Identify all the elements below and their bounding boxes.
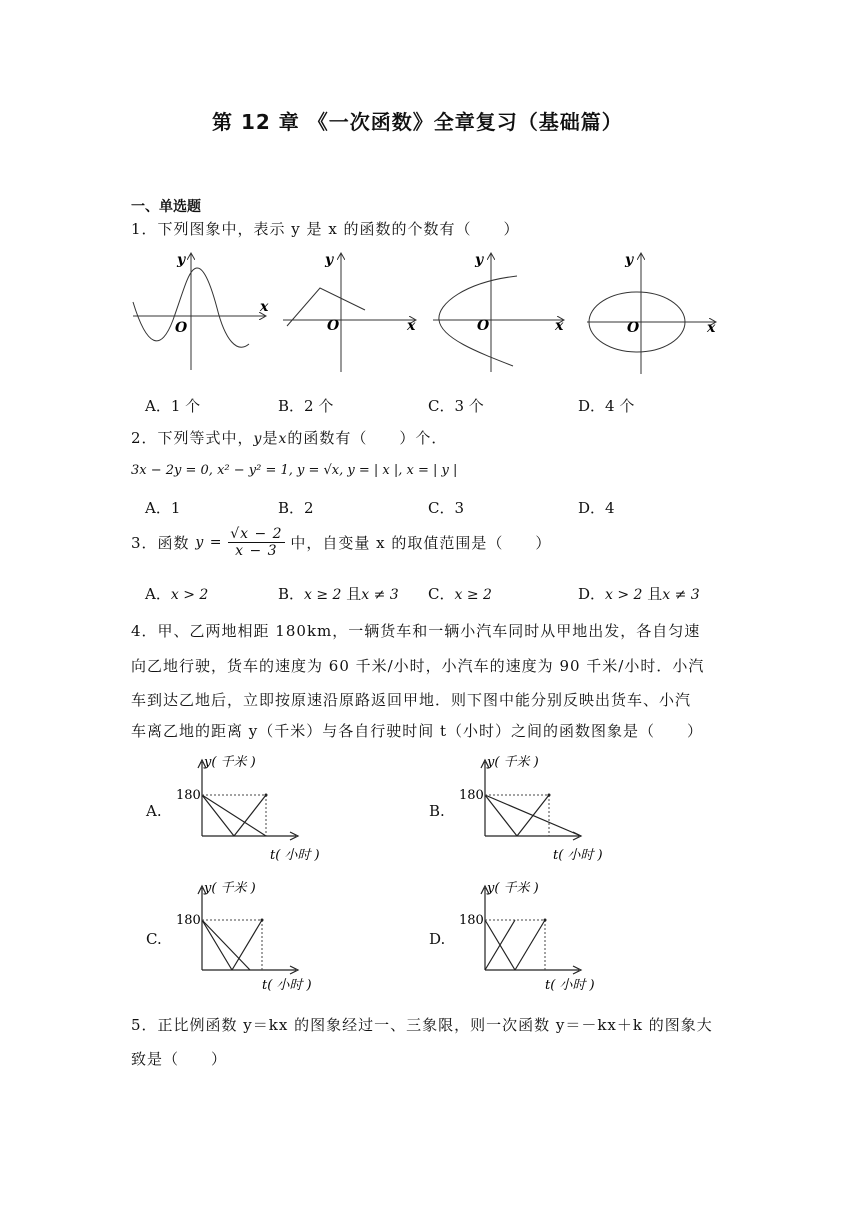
q2-option-d: D．4 — [578, 499, 615, 517]
question-5-line-1: 5．正比例函数 y＝kx 的图象经过一、三象限，则一次函数 y＝－kx＋k 的图象大 — [131, 1016, 713, 1034]
q4-graph-a — [170, 750, 340, 868]
q3-option-math: x ≥ 2 — [304, 587, 342, 603]
graph-1-y-label: y — [177, 252, 186, 268]
q3-option-a — [145, 583, 208, 604]
page-title: 第 12 章 《一次函数》全章复习（基础篇） — [212, 110, 623, 134]
q1-option-b: B．2 个 — [278, 397, 334, 415]
q4-graph-a-xlabel: t( 小时 ) — [270, 848, 320, 863]
q4-graph-a-ylabel: y( 千米 ) — [204, 755, 256, 770]
graph-2-x-label: x — [407, 318, 416, 334]
q4-graph-d — [453, 876, 623, 994]
graph-3-parabola — [433, 254, 563, 372]
graph-1-x-label: x — [260, 299, 269, 315]
q3-option-math: x ≥ 2 — [454, 587, 492, 603]
question-4-line-4: 车离乙地的距离 y（千米）与各自行驶时间 t（小时）之间的函数图象是（ ） — [131, 722, 704, 740]
q1-option-d: D．4 个 — [578, 397, 635, 415]
graph-2-origin: O — [327, 318, 340, 334]
q2-option-b: B．2 — [278, 499, 314, 517]
q2-stem-part: 是 — [262, 429, 279, 447]
q4-option-b-label: B. — [429, 802, 445, 820]
q4-graph-c-ylabel: y( 千米 ) — [204, 881, 256, 896]
graph-4-origin: O — [627, 320, 640, 336]
graph-3-y-label: y — [475, 252, 484, 268]
q3-option-math: x ≠ 3 — [361, 587, 399, 603]
question-4-line-3: 车到达乙地后，立即按原速沿原路返回甲地．则下图中能分别反映出货车、小汽 — [131, 691, 692, 709]
q1-option-c: C．3 个 — [428, 397, 484, 415]
question-1-stem: 1．下列图象中，表示 y 是 x 的函数的个数有（ ） — [131, 220, 520, 238]
q3-option-c — [428, 583, 492, 604]
q4-graph-d-xlabel: t( 小时 ) — [545, 978, 595, 993]
section-heading: 一、单选题 — [131, 199, 201, 215]
graph-1-sine — [133, 254, 265, 370]
q4-graph-d-yvalue: 180 — [459, 913, 484, 928]
q3-option-b — [278, 583, 399, 604]
graph-4-y-label: y — [625, 252, 634, 268]
q3-option-letter: A． — [145, 585, 171, 603]
q2-stem-part: 2．下列等式中， — [131, 429, 254, 447]
q4-graph-b-ylabel: y( 千米 ) — [487, 755, 539, 770]
question-2-stem — [131, 427, 447, 448]
q4-graph-c-yvalue: 180 — [176, 913, 201, 928]
q3-numerator: √x − 2 — [230, 526, 283, 542]
q4-option-a-label: A. — [146, 802, 162, 820]
q4-graph-c — [170, 876, 340, 994]
q2-var-y: y — [253, 431, 263, 447]
question-5-line-2: 致是（ ） — [131, 1050, 228, 1068]
q4-graph-d-ylabel: y( 千米 ) — [487, 881, 539, 896]
q4-option-d-label: D. — [429, 930, 446, 948]
q3-stem-part: 3．函数 — [131, 534, 190, 552]
q2-var-x: x — [278, 431, 288, 447]
graph-3-origin: O — [477, 318, 490, 334]
graph-4-ellipse — [587, 254, 715, 374]
q4-graph-a-yvalue: 180 — [176, 788, 201, 803]
q3-option-conj: 且 — [346, 585, 362, 603]
q3-option-math: x ≠ 3 — [662, 587, 700, 603]
question-4-line-2: 向乙地行驶，货车的速度为 60 千米/小时，小汽车的速度为 90 千米/小时．小汽 — [131, 657, 705, 675]
q3-fraction — [228, 526, 284, 559]
question-3-stem — [131, 526, 551, 559]
q3-option-math: x > 2 — [170, 587, 209, 603]
q3-lhs: y = — [195, 534, 223, 551]
q2-stem-part: 的函数有（ ）个． — [287, 429, 448, 447]
q3-option-letter: D． — [578, 585, 606, 603]
q3-denominator: x − 3 — [235, 543, 278, 559]
q4-option-c-label: C. — [146, 930, 162, 948]
q4-graph-b-yvalue: 180 — [459, 788, 484, 803]
q3-option-letter: B． — [278, 585, 305, 603]
question-1-graphs — [125, 248, 735, 378]
q3-option-d — [578, 583, 700, 604]
q4-graph-b-xlabel: t( 小时 ) — [553, 848, 603, 863]
graph-3-x-label: x — [555, 318, 564, 334]
q1-option-a: A．1 个 — [145, 397, 201, 415]
q3-option-conj: 且 — [647, 585, 663, 603]
q3-stem-part: 中，自变量 x 的取值范围是（ ） — [290, 534, 552, 552]
q2-equations: 3x − 2y = 0, x² − y² = 1, y = √x, y = | x |, x = | y | — [131, 463, 458, 478]
q2-option-c: C．3 — [428, 499, 465, 517]
graph-2-polyline — [283, 254, 415, 372]
q4-graph-c-xlabel: t( 小时 ) — [262, 978, 312, 993]
q3-option-letter: C． — [428, 585, 455, 603]
question-4-line-1: 4．甲、乙两地相距 180km，一辆货车和一辆小汽车同时从甲地出发，各自匀速 — [131, 622, 701, 640]
graph-1-origin: O — [175, 320, 188, 336]
q2-option-a: A．1 — [145, 499, 181, 517]
graph-2-y-label: y — [325, 252, 334, 268]
graph-4-x-label: x — [707, 320, 716, 336]
q4-graph-b — [453, 750, 623, 868]
q3-option-math: x > 2 — [605, 587, 643, 603]
